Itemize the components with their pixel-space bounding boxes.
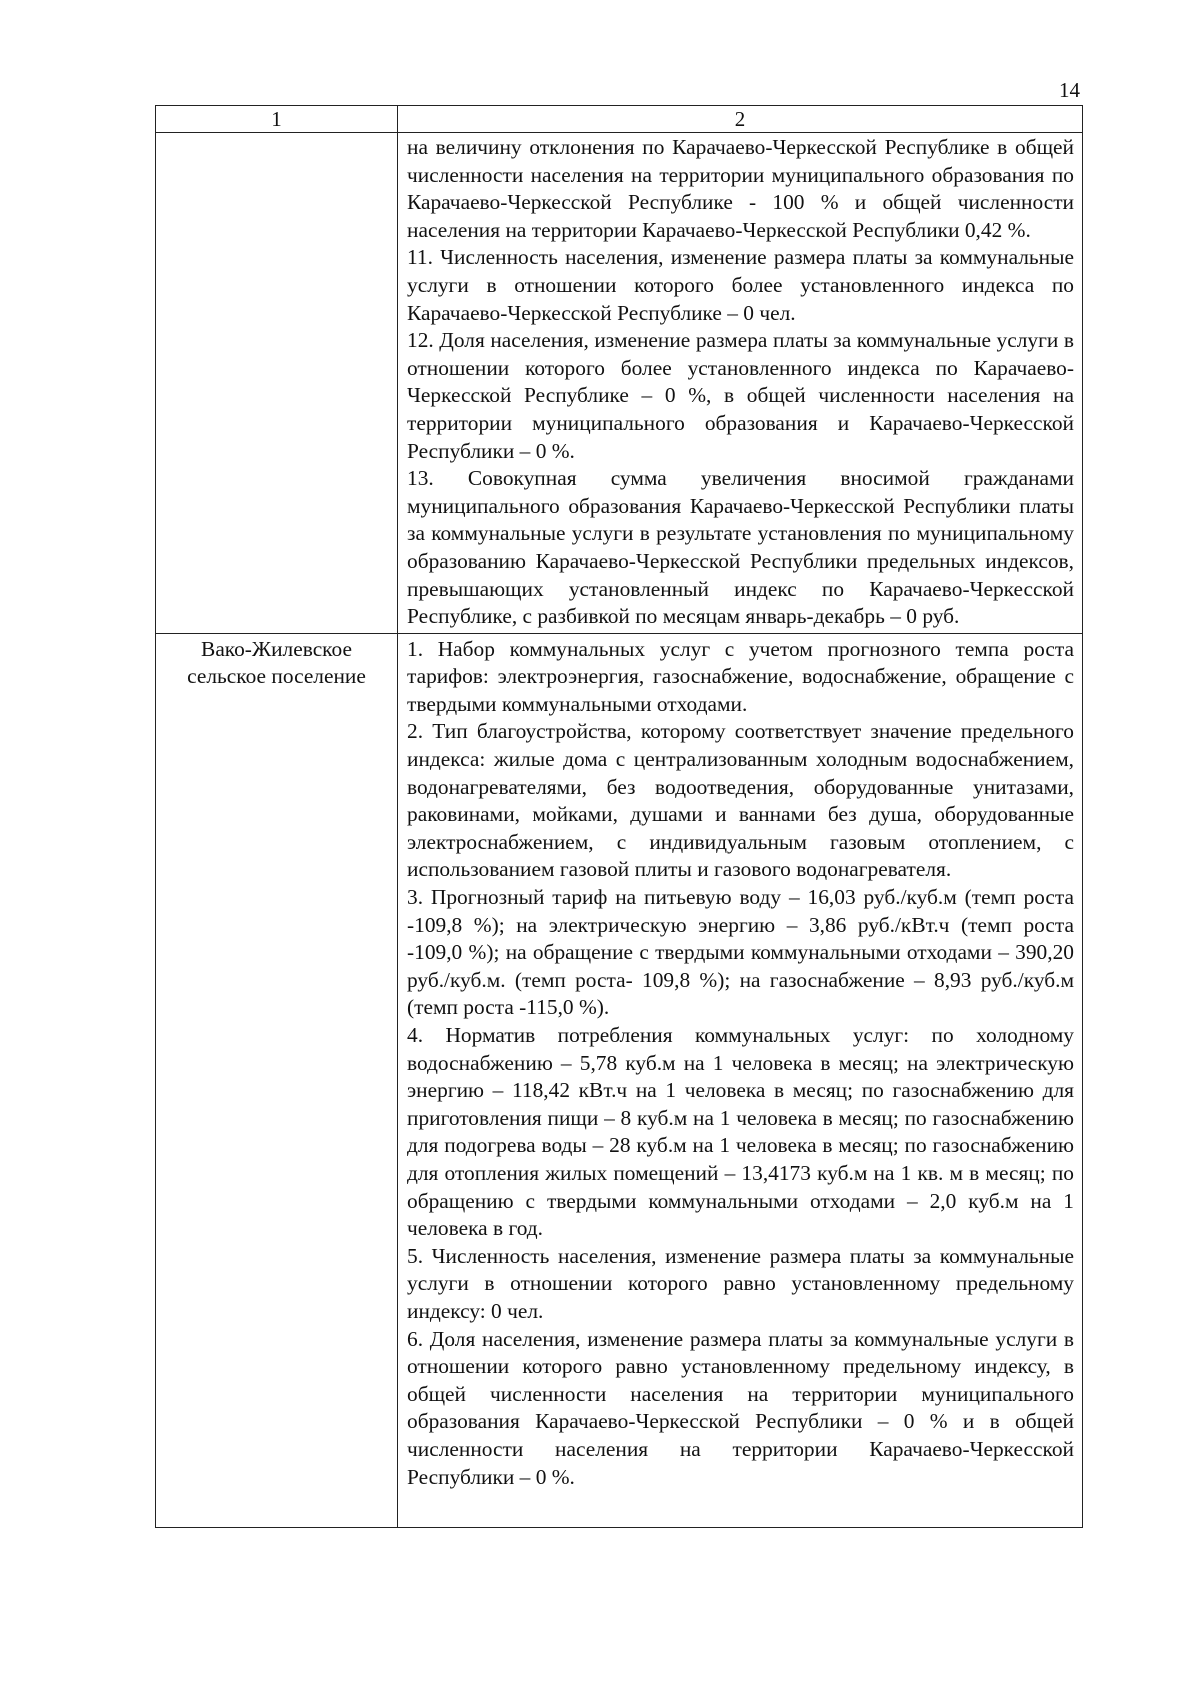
settlement-name-line: сельское поселение xyxy=(187,664,366,689)
settlement-name-line: Вако-Жилевское xyxy=(201,636,352,661)
settlement-name-cell xyxy=(156,133,398,634)
paragraph: 2. Тип благоустройства, которому соответствует значение предельного индекса: жилые дома с централизованным холодным водоснабжением, водонагревателями, без водоотведения, оборудованные унитазами, раковинами, мойками, душами и ваннами без душа, оборудованные электроснабжением, с индивидуальным газовым отоплением, с использованием газовой плиты и газового водонагревателя. xyxy=(407,719,1074,882)
table-row xyxy=(156,133,1083,634)
paragraph: 11. Численность населения, изменение размера платы за коммунальные услуги в отношении которого более установленного индекса по Карачаево-Черкесской Республике – 0 чел. xyxy=(407,245,1074,325)
table-row xyxy=(156,633,1083,1527)
table-header-row xyxy=(156,106,1083,133)
paragraph: 5. Численность населения, изменение размера платы за коммунальные услуги в отношении которого равно установленному предельному индексу: 0 чел. xyxy=(407,1243,1074,1323)
paragraph: 13. Совокупная сумма увеличения вносимой гражданами муниципального образования Карачаево-Черкесской Республики платы за коммунальные услуги в результате установления по муниципальному образованию Карачаево-Черкесской Республики предельных индексов, превышающих установленный индекс по Карачаево-Черкесской Республике, с разбивкой по месяцам январь-декабрь – 0 руб. xyxy=(407,466,1074,629)
paragraph: 1. Набор коммунальных услуг с учетом прогнозного темпа роста тарифов: электроэнергия, газоснабжение, водоснабжение, обращение с твердыми коммунальными отходами. xyxy=(407,636,1074,716)
column-header-1: 1 xyxy=(156,106,398,133)
settlement-name-cell xyxy=(156,633,398,1527)
paragraph: 3. Прогнозный тариф на питьевую воду – 16,03 руб./куб.м (темп роста -109,8 %); на электрическую энергию – 3,86 руб./кВт.ч (темп роста -109,0 %); на обращение с твердыми коммунальными отходами – 390,20 руб./куб.м. (темп роста- 109,8 %); на газоснабжение – 8,93 руб./куб.м (темп роста -115,0 %). xyxy=(407,885,1074,1020)
description-cell xyxy=(398,633,1083,1527)
paragraph: на величину отклонения по Карачаево-Черкесской Республике в общей численности населения на территории муниципального образования по Карачаево-Черкесской Республике - 100 % и общей численности населения на территории Карачаево-Черкесской Республики 0,42 %. xyxy=(407,135,1074,242)
page-number: 14 xyxy=(1059,78,1080,102)
paragraph: 4. Норматив потребления коммунальных услуг: по холодному водоснабжению – 5,78 куб.м на 1 человека в месяц; на электрическую энергию – 118,42 кВт.ч на 1 человека в месяц; по газоснабжению для приготовления пищи – 8 куб.м на 1 человека в месяц; по газоснабжению для подогрева воды – 28 куб.м на 1 человека в месяц; по газоснабжению для отопления жилых помещений – 13,4173 куб.м на 1 кв. м в месяц; по обращению с твердыми коммунальными отходами – 2,0 куб.м на 1 человека в год. xyxy=(407,1023,1074,1241)
description-cell xyxy=(398,133,1083,634)
paragraph: 6. Доля населения, изменение размера платы за коммунальные услуги в отношении которого равно установленному предельному индексу, в общей численности населения на территории муниципального образования Карачаево-Черкесской Республики – 0 % и в общей численности населения на территории Карачаево-Черкесской Республики – 0 %. xyxy=(407,1326,1074,1489)
paragraph: 12. Доля населения, изменение размера платы за коммунальные услуги в отношении которого более установленного индекса по Карачаево-Черкесской Республике – 0 %, в общей численности населения на территории муниципального образования и Карачаево-Черкесской Республики – 0 %. xyxy=(407,328,1074,463)
main-table xyxy=(155,105,1083,1528)
column-header-2: 2 xyxy=(398,106,1083,133)
